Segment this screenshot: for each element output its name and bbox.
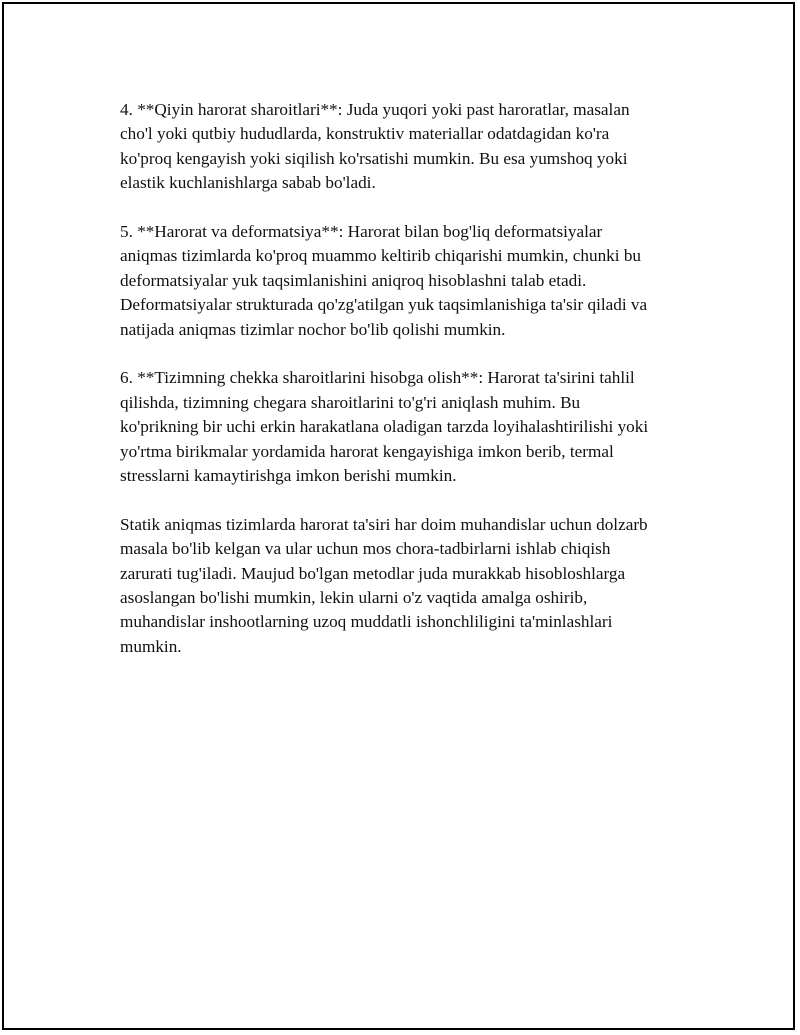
document-body: [120, 98, 700, 684]
paragraph-conclusion: Statik aniqmas tizimlarda harorat ta'siri har doim muhandislar uchun dolzarb masala bo'lib kelgan va ular uchun mos chora-tadbirlarni ishlab chiqish zarurati tug'iladi. Maujud bo'lgan metodlar juda murakkab hisobloshlarga asoslangan bo'lishi mumkin, lekin ularni o'z vaqtida amalga oshirib, muhandislar inshootlarning uzoq muddatli ishonchliligini ta'minlashlari mumkin.: [120, 514, 648, 656]
document-page: [2, 2, 795, 1030]
paragraph-boundary-conditions: 6. **Tizimning chekka sharoitlarini hisobga olish**: Harorat ta'sirini tahlil qilishda, tizimning chegara sharoitlarini to'g'ri aniqlash muhim. Bu ko'prikning bir uchi erkin harakatlana oladigan tarzda loyihalashtirilishi yoki yo'rtma birikmalar yordamida harorat kengayishiga imkon berib, termal stresslarni kamaytirishga imkon berishi mumkin.: [120, 368, 649, 486]
paragraph-harsh-temperature: 4. **Qiyin harorat sharoitlari**: Juda yuqori yoki past haroratlar, masalan cho'l yoki qutbiy hududlarda, konstruktiv materiallar odatdagidan ko'ra ko'proq kengayish yoki siqilish ko'rsatishi mumkin. Bu esa yumshoq yoki elastik kuchlanishlarga sabab bo'ladi.: [120, 100, 630, 193]
paragraph-temperature-deformation: 5. **Harorat va deformatsiya**: Harorat bilan bog'liq deformatsiyalar aniqmas tizimlarda ko'proq muammo keltirib chiqarishi mumkin, chunki bu deformatsiyalar yuk taqsimlanishini aniqroq hisoblashni talab etadi. Deformatsiyalar strukturada qo'zg'atilgan yuk taqsimlanishiga ta'sir qiladi va natijada aniqmas tizimlar nochor bo'lib qolishi mumkin.: [120, 222, 648, 339]
